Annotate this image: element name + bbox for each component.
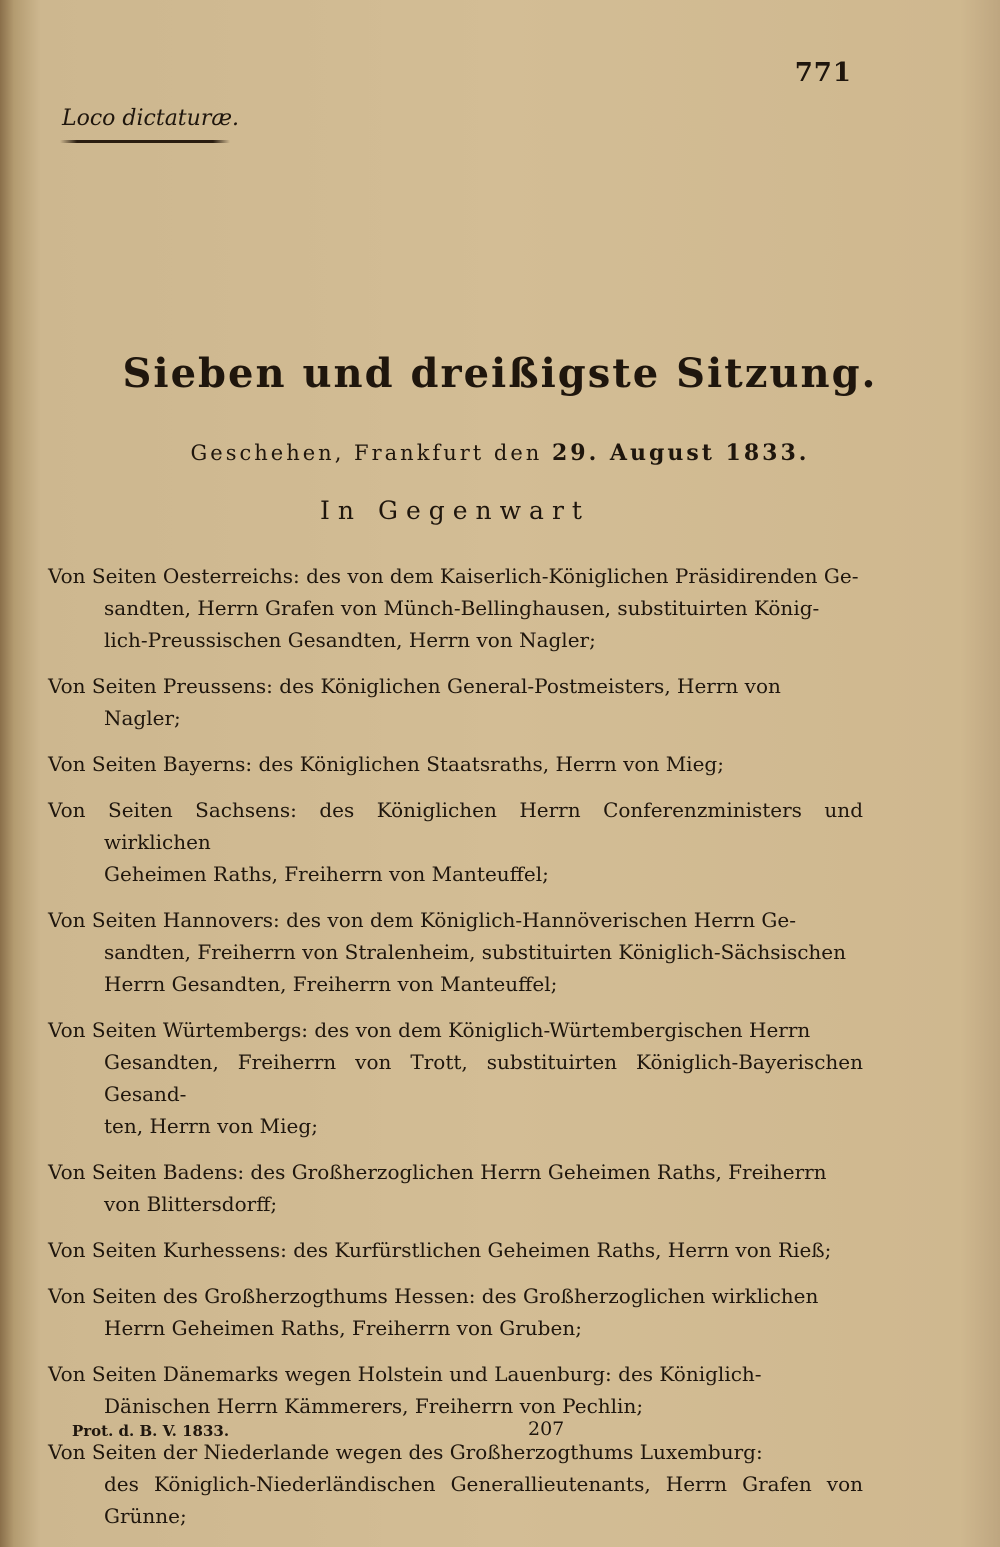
attendance-entry-netherlands: Von Seiten der Niederlande wegen des Großherzogthums Luxemburg: des Königlich-Niederländischen Generallieutenants, Herrn Grafen von Grünne; bbox=[48, 1440, 863, 1528]
attendance-entry-austria: Von Seiten Oesterreichs: des von dem Kaiserlich-Königlichen Präsidirenden Ge- sandten, Herrn Grafen von Münch-Bellinghausen, substituirten König- lich-Preussischen Gesandten, Herrn von Nagler; bbox=[48, 564, 859, 652]
attendance-entry-kurhessen: Von Seiten Kurhessens: des Kurfürstlichen Geheimen Raths, Herrn von Rieß; bbox=[48, 1238, 832, 1262]
attendance-list bbox=[48, 560, 863, 1546]
presence-heading: In Gegenwart bbox=[320, 496, 590, 525]
header-rule bbox=[60, 140, 230, 143]
attendance-entry-hanover: Von Seiten Hannovers: des von dem Königlich-Hannöverischen Herrn Ge- sandten, Freiherrn von Stralenheim, substituirten Königlich-Sächsischen Herrn Gesandten, Freiherrn von Manteuffel; bbox=[48, 908, 847, 996]
session-title: Sieben und dreißigste Sitzung. bbox=[122, 350, 878, 397]
attendance-entry-wurttemberg: Von Seiten Würtembergs: des von dem Königlich-Würtembergischen Herrn Gesandten, Freiherrn von Trott, substituirten Königlich-Bayerischen Gesand- ten, Herrn von Mieg; bbox=[48, 1018, 863, 1138]
attendance-entry-hessen: Von Seiten des Großherzogthums Hessen: des Großherzoglichen wirklichen Herrn Geheimen Raths, Freiherrn von Gruben; bbox=[48, 1284, 819, 1340]
attendance-entry-denmark: Von Seiten Dänemarks wegen Holstein und Lauenburg: des Königlich- Dänischen Herrn Kämmerers, Freiherrn von Pechlin; bbox=[48, 1362, 762, 1418]
footer-signature-number: 207 bbox=[528, 1418, 565, 1440]
attendance-entry-saxony: Von Seiten Sachsens: des Königlichen Herrn Conferenzministers und wirklichen Geheimen Raths, Freiherrn von Manteuffel; bbox=[48, 798, 863, 886]
attendance-entry-baden: Von Seiten Badens: des Großherzoglichen Herrn Geheimen Raths, Freiherrn von Blittersdorff; bbox=[48, 1160, 827, 1216]
footer-protocol-ref: Prot. d. B. V. 1833. bbox=[72, 1422, 230, 1440]
page-number: 771 bbox=[794, 58, 852, 88]
running-head: Loco dictaturæ. bbox=[62, 106, 240, 131]
date-line-date: 29. August 1833. bbox=[551, 440, 810, 466]
session-date-line bbox=[0, 440, 950, 466]
attendance-entry-bavaria: Von Seiten Bayerns: des Königlichen Staatsraths, Herrn von Mieg; bbox=[48, 752, 724, 776]
attendance-entry-prussia: Von Seiten Preussens: des Königlichen General-Postmeisters, Herrn von Nagler; bbox=[48, 674, 781, 730]
date-line-text: Geschehen, Frankfurt den bbox=[190, 441, 543, 465]
